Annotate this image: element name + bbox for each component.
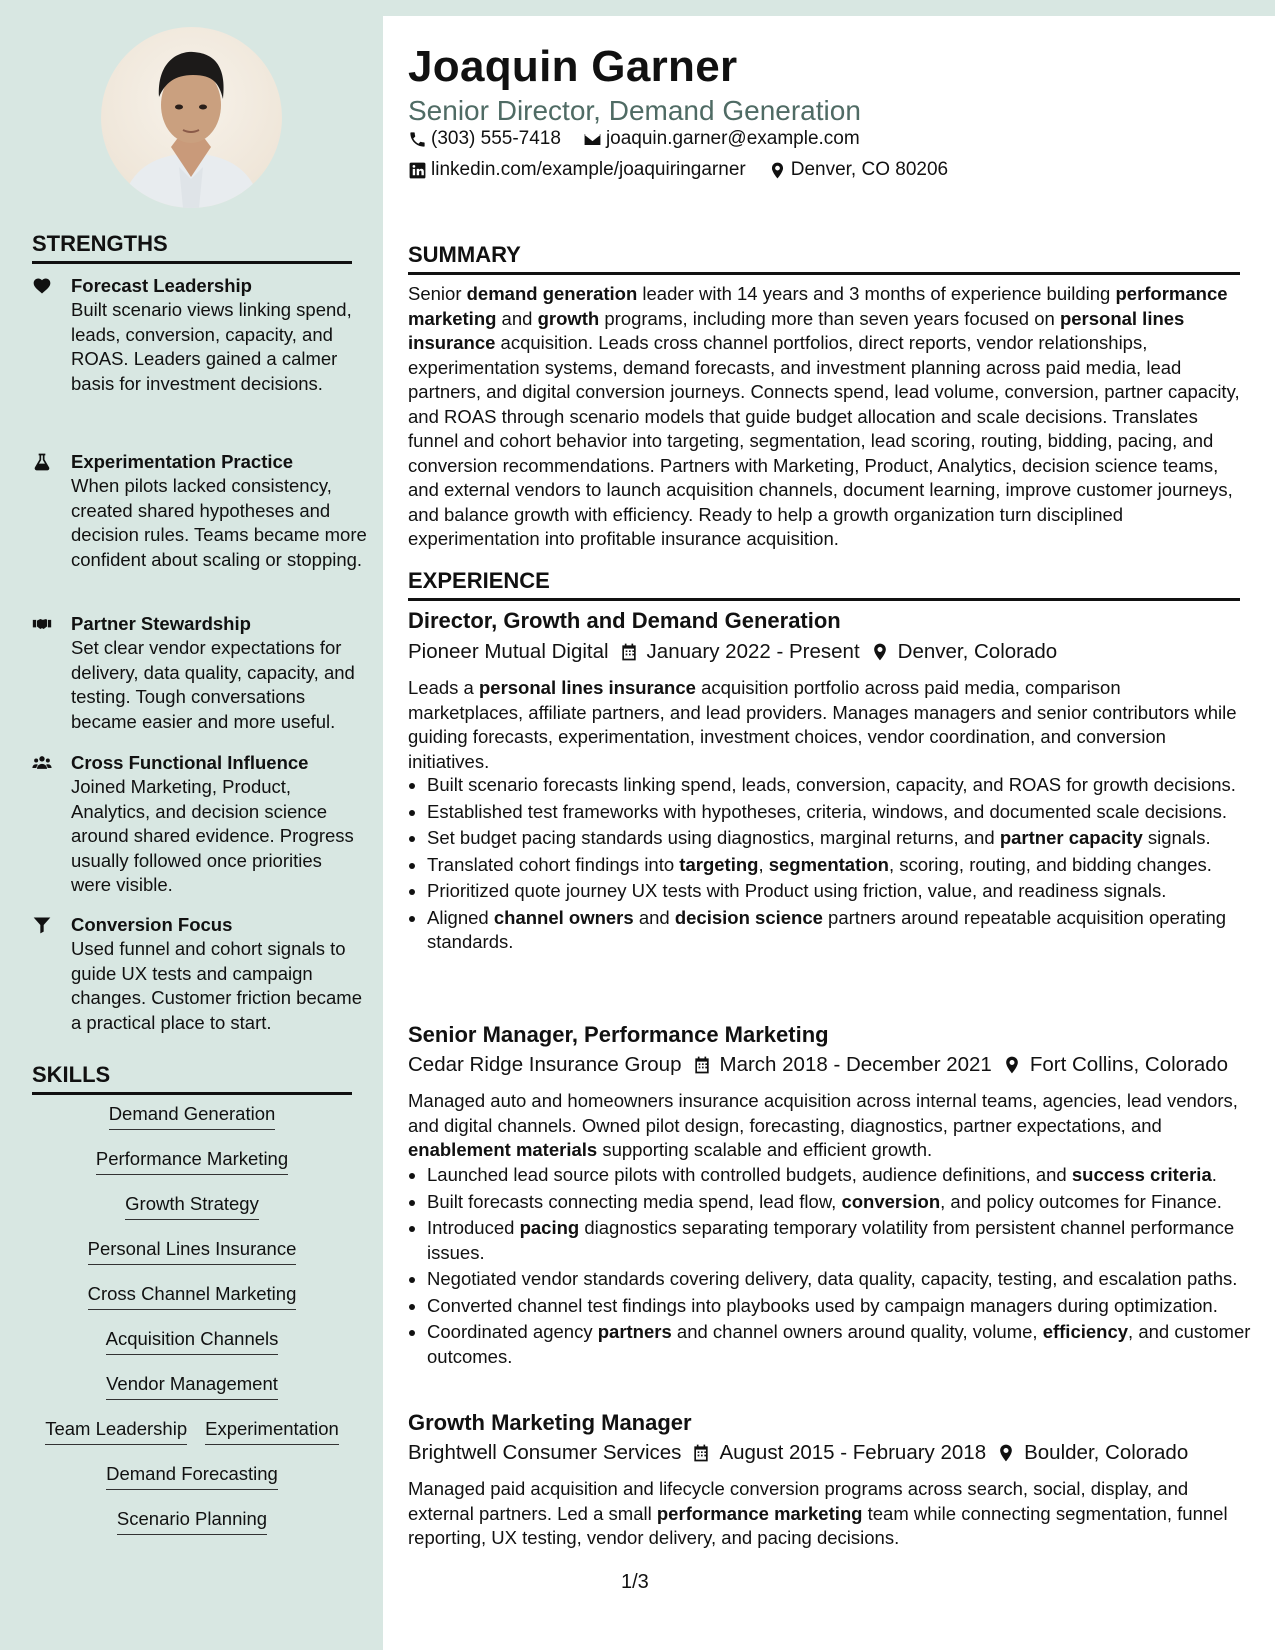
strength-title: Cross Functional Influence	[71, 752, 309, 773]
job-title: Growth Marketing Manager	[408, 1410, 692, 1435]
skill-row	[32, 1372, 352, 1417]
map-pin-icon	[870, 642, 890, 662]
strength-item	[32, 751, 367, 898]
job-location: Fort Collins, Colorado	[1029, 1053, 1229, 1076]
map-pin-icon	[1002, 1055, 1022, 1075]
heart-icon	[32, 276, 54, 296]
job-bullet: • Established test frameworks with hypotheses, criteria, windows, and documented scale decisions.	[427, 800, 1259, 825]
skill-row	[32, 1282, 352, 1327]
strength-desc: When pilots lacked consistency, created shared hypotheses and decision rules. Teams became more confident about scaling or stopping.	[71, 475, 367, 570]
candidate-name: Joaquin Garner	[408, 42, 738, 91]
phone-contact	[408, 128, 561, 150]
skill-tag: Personal Lines Insurance	[88, 1237, 297, 1265]
strength-desc: Joined Marketing, Product, Analytics, and decision science around shared evidence. Progress usually followed once priorities were visible.	[71, 776, 354, 895]
map-pin-icon	[996, 1443, 1016, 1463]
job-company: Brightwell Consumer Services	[408, 1441, 682, 1464]
job-bullet: • Aligned channel owners and decision science partners around repeatable acquisition operating standards.	[427, 906, 1259, 955]
strength-item	[32, 274, 367, 396]
job-title: Director, Growth and Demand Generation	[408, 608, 841, 633]
strengths-heading: STRENGTHS	[32, 231, 352, 264]
job-bullets	[408, 1163, 1259, 1371]
strength-desc: Built scenario views linking spend, leads, conversion, capacity, and ROAS. Leaders gained a calmer basis for investment decisions.	[71, 299, 352, 394]
strength-item	[32, 913, 367, 1035]
profile-photo	[101, 27, 282, 208]
strength-title: Experimentation Practice	[71, 451, 294, 472]
job-company: Pioneer Mutual Digital	[408, 640, 609, 663]
job-bullet: • Built forecasts connecting media spend, lead flow, conversion, and policy outcomes for Finance.	[427, 1190, 1259, 1215]
skill-row	[32, 1507, 352, 1552]
job-meta	[408, 1441, 1188, 1465]
phone-text: (303) 555-7418	[431, 128, 561, 149]
skill-tag: Scenario Planning	[117, 1507, 267, 1535]
job-bullet: • Coordinated agency partners and channel owners around quality, volume, efficiency, and customer outcomes.	[427, 1320, 1259, 1369]
strength-title: Partner Stewardship	[71, 613, 251, 634]
job-bullet: • Launched lead source pilots with controlled budgets, audience definitions, and success criteria.	[427, 1163, 1259, 1188]
linkedin-text[interactable]: linkedin.com/example/joaquiringarner	[431, 159, 746, 180]
skill-row	[32, 1147, 352, 1192]
job-intro: Managed paid acquisition and lifecycle conversion programs across search, social, display, and external partners. Led a small performance marketing team while connecting segmentation, funnel reporting, UX testing, vendor delivery, and pacing decisions.	[408, 1478, 1228, 1548]
job-dates: March 2018 - December 2021	[719, 1053, 992, 1076]
summary-text: Senior demand generation leader with 14 years and 3 months of experience building performance marketing and growth programs, including more than seven years focused on personal lines insurance acquisition. Leads cross channel portfolios, direct reports, vendor relationships, experimentation systems, demand forecasts, and investment planning across paid media, lead partners, and digital conversion journeys. Connects spend, lead volume, conversion, partner capacity, and ROAS through scenario models that guide budget allocation and scale decisions. Translates funnel and cohort behavior into targeting, segmentation, lead scoring, routing, bidding, pacing, and conversion recommendations. Partners with Marketing, Product, Analytics, decision science teams, and external vendors to launch acquisition channels, document learning, improve customer journeys, and balance growth with efficiency. Ready to help a growth organization turn disciplined experimentation into profitable insurance acquisition.	[408, 283, 1240, 549]
skill-tag: Experimentation	[205, 1417, 339, 1445]
skills-heading: SKILLS	[32, 1062, 352, 1095]
location-contact	[768, 159, 948, 181]
job-intro: Managed auto and homeowners insurance acquisition across internal teams, agencies, lead vendors, and digital channels. Owned pilot design, forecasting, diagnostics, partner expectations, and enablement materials supporting scalable and efficient growth.	[408, 1090, 1238, 1160]
candidate-title: Senior Director, Demand Generation	[408, 95, 861, 126]
location-text: Denver, CO 80206	[790, 159, 949, 180]
strength-item	[32, 612, 367, 734]
calendar-icon	[691, 1443, 711, 1463]
calendar-icon	[692, 1055, 712, 1075]
job-dates: August 2015 - February 2018	[719, 1441, 987, 1464]
job-meta	[408, 640, 1057, 664]
skill-tag: Performance Marketing	[96, 1147, 288, 1175]
strength-desc: Set clear vendor expectations for delivery, data quality, capacity, and testing. Tough conversations became easier and more useful.	[71, 637, 355, 732]
skill-row	[32, 1192, 352, 1237]
job-bullet: • Negotiated vendor standards covering delivery, data quality, capacity, testing, and escalation paths.	[427, 1267, 1259, 1292]
job-bullet: • Introduced pacing diagnostics separating temporary volatility from persistent channel performance issues.	[427, 1216, 1259, 1265]
page-number: 1/3	[621, 1571, 649, 1593]
job-dates: January 2022 - Present	[646, 640, 860, 663]
skill-tag: Vendor Management	[106, 1372, 278, 1400]
skill-tag: Cross Channel Marketing	[88, 1282, 297, 1310]
job-bullet: • Set budget pacing standards using diagnostics, marginal returns, and partner capacity signals.	[427, 826, 1259, 851]
job-location: Denver, Colorado	[897, 640, 1058, 663]
skills-list	[32, 1102, 352, 1552]
handshake-icon	[32, 614, 54, 634]
skill-row	[32, 1417, 352, 1462]
phone-icon	[408, 130, 427, 149]
job-company: Cedar Ridge Insurance Group	[408, 1053, 682, 1076]
flask-icon	[32, 452, 54, 472]
summary-heading: SUMMARY	[408, 242, 1240, 275]
linkedin-icon	[408, 161, 427, 180]
job-bullet: • Prioritized quote journey UX tests with Product using friction, value, and readiness signals.	[427, 879, 1259, 904]
job-bullet: • Translated cohort findings into targeting, segmentation, scoring, routing, and bidding changes.	[427, 853, 1259, 878]
skill-row	[32, 1237, 352, 1282]
skill-row	[32, 1102, 352, 1147]
envelope-icon	[583, 130, 602, 149]
calendar-icon	[619, 642, 639, 662]
person-portrait-icon	[101, 27, 282, 208]
users-icon	[32, 753, 54, 773]
linkedin-contact[interactable]	[408, 159, 746, 181]
job-location: Boulder, Colorado	[1024, 1441, 1189, 1464]
map-pin-icon	[768, 161, 787, 180]
strength-title: Forecast Leadership	[71, 275, 252, 296]
job-bullets	[408, 773, 1259, 957]
experience-heading: EXPERIENCE	[408, 568, 1240, 601]
skill-tag: Demand Forecasting	[106, 1462, 278, 1490]
strength-item	[32, 450, 367, 572]
skill-tag: Acquisition Channels	[106, 1327, 279, 1355]
job-meta	[408, 1053, 1228, 1077]
contact-row-1	[408, 128, 882, 150]
email-contact[interactable]	[583, 128, 860, 150]
job-title: Senior Manager, Performance Marketing	[408, 1022, 829, 1047]
job-intro: Leads a personal lines insurance acquisition portfolio across paid media, comparison marketplaces, affiliate partners, and lead providers. Manages managers and senior contributors while guiding forecasts, experimentation, investment choices, vendor coordination, and conversion initiatives.	[408, 677, 1237, 772]
funnel-icon	[32, 915, 54, 935]
contact-row-2	[408, 159, 970, 181]
skill-tag: Demand Generation	[109, 1102, 276, 1130]
skill-row	[32, 1462, 352, 1507]
skill-tag: Team Leadership	[45, 1417, 187, 1445]
email-text[interactable]: joaquin.garner@example.com	[605, 128, 860, 149]
skill-tag: Growth Strategy	[125, 1192, 259, 1220]
job-bullet: • Converted channel test findings into playbooks used by campaign managers during optimization.	[427, 1294, 1259, 1319]
skill-row	[32, 1327, 352, 1372]
job-bullet: • Built scenario forecasts linking spend, leads, conversion, capacity, and ROAS for growth decisions.	[427, 773, 1259, 798]
strength-title: Conversion Focus	[71, 914, 233, 935]
strength-desc: Used funnel and cohort signals to guide UX tests and campaign changes. Customer friction became a practical place to start.	[71, 938, 362, 1033]
